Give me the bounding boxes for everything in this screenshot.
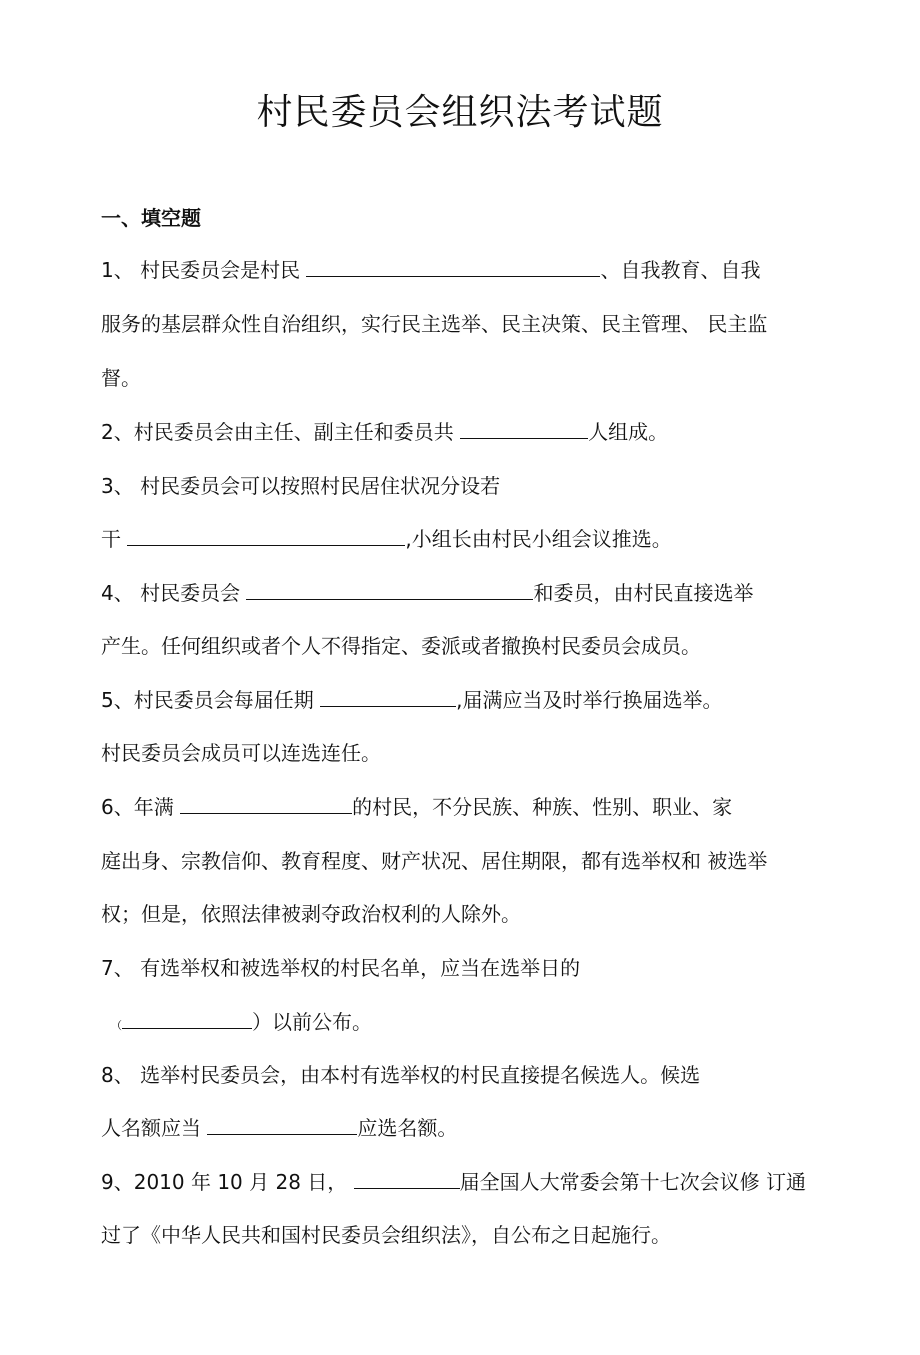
question-8-line-1: 8、 选举村民委员会，由本村有选举权的村民直接提名候选人。候选 xyxy=(101,1063,701,1087)
question-8-text-a: 人名额应当 xyxy=(101,1116,208,1140)
question-2-blank[interactable] xyxy=(460,418,588,439)
question-6-line-2: 庭出身、宗教信仰、教育程度、财产状况、居住期限，都有选举权和 被选举 xyxy=(101,849,768,873)
question-8-line-2 xyxy=(101,1114,457,1142)
question-1-line-2: 服务的基层群众性自治组织，实行民主选举、民主决策、民主管理、 民主监 xyxy=(101,312,768,336)
question-3-line-2 xyxy=(101,525,672,553)
question-9-line-1 xyxy=(101,1168,806,1196)
question-5-line-1 xyxy=(101,686,722,714)
question-6-text-b: 的村民，不分民族、种族、性别、职业、家 xyxy=(352,795,733,819)
question-5-line-2: 村民委员会成员可以连选连任。 xyxy=(101,741,381,765)
page-title: 村民委员会组织法考试题 xyxy=(256,92,664,133)
question-6-text-a: 6、年满 xyxy=(101,795,181,819)
question-6-blank[interactable] xyxy=(180,793,352,814)
question-7-blank[interactable] xyxy=(122,1008,252,1029)
question-5-text-b: ,届满应当及时举行换届选举。 xyxy=(456,688,723,712)
question-4-line-2: 产生。任何组织或者个人不得指定、委派或者撤换村民委员会成员。 xyxy=(101,634,701,658)
question-3-blank[interactable] xyxy=(127,525,405,546)
question-1-text-b: 、自我教育、自我 xyxy=(600,258,761,282)
question-8-blank[interactable] xyxy=(207,1114,357,1135)
question-5-blank[interactable] xyxy=(320,686,456,707)
question-7-line-1: 7、 有选举权和被选举权的村民名单，应当在选举日的 xyxy=(101,956,581,980)
question-7-text-b: ）以前公布。 xyxy=(252,1010,372,1034)
question-4-text-b: 和委员，由村民直接选举 xyxy=(533,581,754,605)
question-9-line-2: 过了《中华人民共和国村民委员会组织法》，自公布之日起施行。 xyxy=(101,1223,671,1247)
question-7-paren-open: （ xyxy=(111,1019,122,1032)
question-6-line-1 xyxy=(101,793,732,821)
question-8-text-b: 应选名额。 xyxy=(357,1116,458,1140)
question-3-text-a: 干 xyxy=(101,527,128,551)
question-1-line-1 xyxy=(101,256,760,284)
question-4-line-1 xyxy=(101,579,753,607)
question-9-blank[interactable] xyxy=(354,1168,460,1189)
question-6-line-3: 权；但是，依照法律被剥夺政治权利的人除外。 xyxy=(101,902,521,926)
question-3-line-1: 3、 村民委员会可以按照村民居住状况分设若 xyxy=(101,474,501,498)
question-9-text-a: 9、2010 年 10 月 28 日， xyxy=(101,1170,354,1194)
question-2-line-1 xyxy=(101,418,668,446)
question-5-text-a: 5、村民委员会每届任期 xyxy=(101,688,321,712)
question-1-text-a: 1、 村民委员会是村民 xyxy=(101,258,307,282)
question-1-line-3: 督。 xyxy=(101,366,141,390)
question-2-text-b: 人组成。 xyxy=(588,420,669,444)
question-3-text-b: ,小组长由村民小组会议推选。 xyxy=(405,527,672,551)
section-heading: 一、填空题 xyxy=(101,206,201,230)
question-4-blank[interactable] xyxy=(246,579,533,600)
question-9-text-b: 届全国人大常委会第十七次会议修 订通 xyxy=(459,1170,807,1194)
question-1-blank[interactable] xyxy=(306,256,600,277)
question-2-text-a: 2、村民委员会由主任、副主任和委员共 xyxy=(101,420,461,444)
question-7-line-2 xyxy=(111,1008,372,1040)
question-4-text-a: 4、 村民委员会 xyxy=(101,581,247,605)
